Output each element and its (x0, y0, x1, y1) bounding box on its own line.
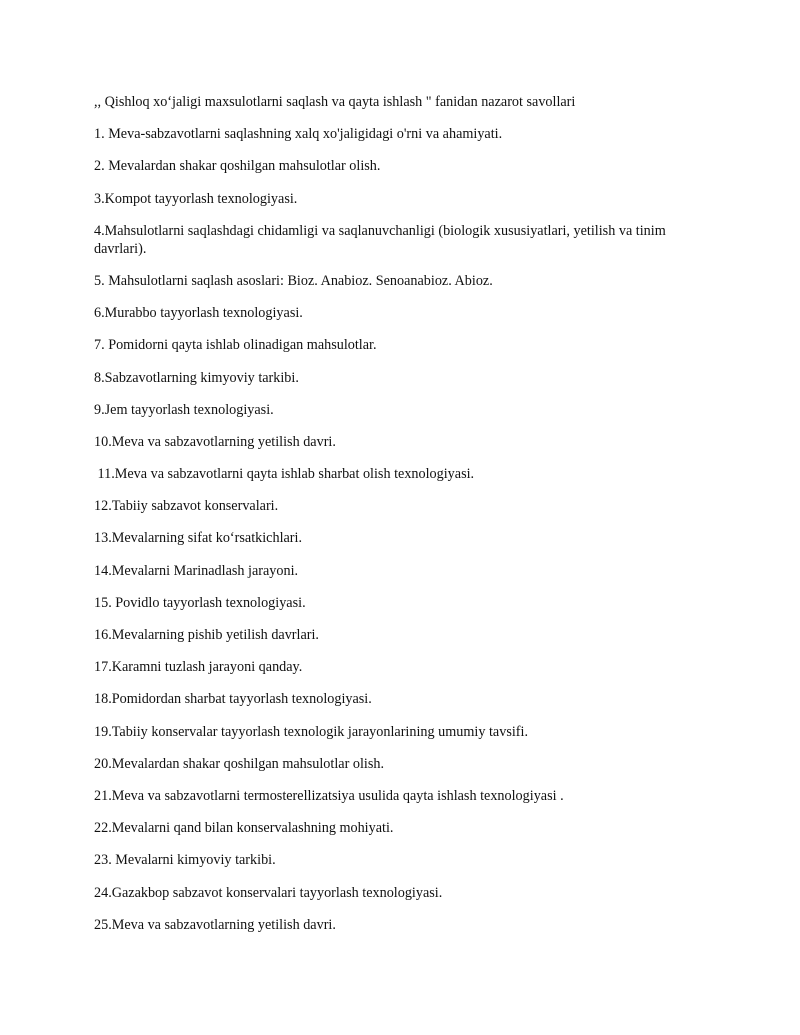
question-22: 22.Mevalarni qand bilan konservalashning mohiyati. (94, 820, 394, 837)
question-13: 13.Mevalarning sifat ko‘rsatkichlari. (94, 530, 303, 547)
question-7: 7. Pomidorni qayta ishlab olinadigan mahsulotlar. (94, 337, 377, 354)
question-14: 14.Mevalarni Marinadlash jarayoni. (94, 562, 299, 579)
question-12: 12.Tabiiy sabzavot konservalari. (94, 498, 279, 515)
question-1: 1. Meva-sabzavotlarni saqlashning xalq xo'jaligidagi o'rni va ahamiyati. (94, 126, 503, 143)
question-5: 5. Mahsulotlarni saqlash asoslari: Bioz. Anabioz. Senoanabioz. Abioz. (94, 272, 493, 289)
question-9: 9.Jem tayyorlash texnologiyasi. (94, 401, 274, 418)
question-23: 23. Mevalarni kimyoviy tarkibi. (94, 852, 276, 869)
question-17: 17.Karamni tuzlash jarayoni qanday. (94, 659, 303, 676)
question-2: 2. Mevalardan shakar qoshilgan mahsulotlar olish. (94, 158, 381, 175)
question-10: 10.Meva va sabzavotlarning yetilish davri. (94, 433, 336, 450)
question-3: 3.Kompot tayyorlash texnologiyasi. (94, 190, 298, 207)
question-11: 11.Meva va sabzavotlarni qayta ishlab sharbat olish texnologiyasi. (94, 466, 475, 483)
question-15: 15. Povidlo tayyorlash texnologiyasi. (94, 594, 306, 611)
question-24: 24.Gazakbop sabzavot konservalari tayyorlash texnologiyasi. (94, 884, 443, 901)
question-21: 21.Meva va sabzavotlarni termosterellizatsiya usulida qayta ishlash texnologiyasi . (94, 787, 564, 804)
question-18: 18.Pomidordan sharbat tayyorlash texnologiyasi. (94, 691, 372, 708)
question-20: 20.Mevalardan shakar qoshilgan mahsulotlar olish. (94, 755, 384, 772)
question-16: 16.Mevalarning pishib yetilish davrlari. (94, 627, 319, 643)
document-body (94, 93, 706, 948)
question-4: 4.Mahsulotlarni saqlashdagi chidamligi va saqlanuvchanligi (biologik xususiyatlari, yetilish va tinim davrlari). (94, 222, 670, 257)
question-19: 19.Tabiiy konservalar tayyorlash texnologik jarayonlarining umumiy tavsifi. (94, 723, 528, 740)
question-8: 8.Sabzavotlarning kimyoviy tarkibi. (94, 369, 299, 386)
document-title: ,, Qishloq xo‘jaligi maxsulotlarni saqlash va qayta ishlash " fanidan nazarot savollari (94, 94, 576, 110)
question-25: 25.Meva va sabzavotlarning yetilish davri. (94, 916, 336, 933)
question-6: 6.Murabbo tayyorlash texnologiyasi. (94, 305, 303, 322)
